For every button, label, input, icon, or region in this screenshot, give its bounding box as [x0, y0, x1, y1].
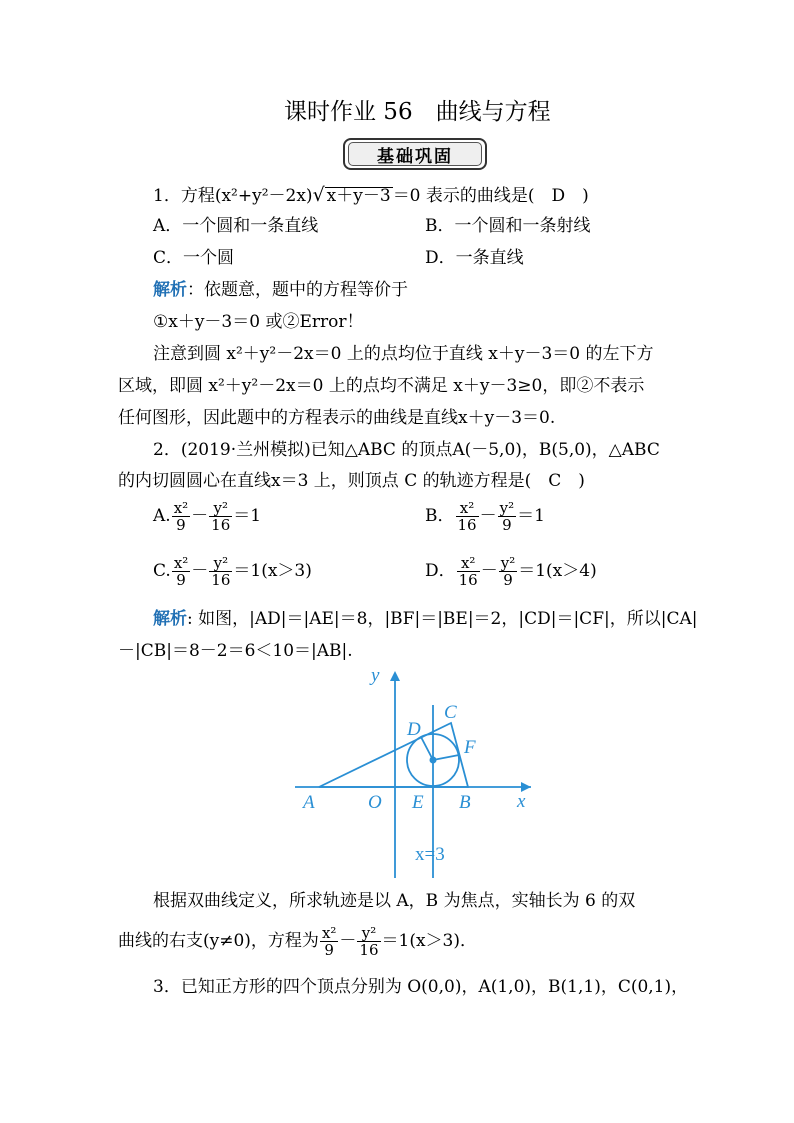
section-badge	[343, 138, 487, 170]
y-axis-arrow-icon	[390, 671, 400, 681]
q1-stem	[153, 185, 589, 206]
fraction	[320, 925, 338, 958]
frac-den: 9	[502, 516, 512, 534]
frac-den: 16	[211, 516, 231, 534]
q3-stem-line1: 3．已知正方形的四个顶点分别为 O(0,0)，A(1,0)，B(1,1)，C(0,1)，	[153, 977, 689, 997]
q2-analysis-line2: －|CB|＝8－2＝6＜10＝|AB|.	[118, 641, 353, 661]
q1-option-c: C．一个圆	[153, 248, 235, 268]
frac-num: x²	[321, 924, 337, 942]
label-x: x	[517, 791, 526, 812]
q2-opt-a-rest: ＝1	[233, 506, 262, 526]
frac-num: y²	[357, 925, 380, 942]
fraction	[357, 925, 380, 958]
q2-opt-c-rest: ＝1(x＞3)	[233, 561, 312, 581]
frac-den: 9	[503, 571, 513, 589]
label-d: D	[407, 719, 421, 740]
page-title: 课时作业 56 曲线与方程	[284, 99, 551, 125]
q2-opt-a-label: A.	[153, 506, 171, 526]
q1-option-b: B．一个圆和一条射线	[425, 216, 591, 236]
q2-option-d	[425, 555, 597, 588]
q2-after-line2	[118, 925, 477, 958]
q2-stem-line2: 的内切圆圆心在直线x＝3 上，则顶点 C 的轨迹方程是( C )	[118, 471, 585, 491]
frac-num: y²	[209, 500, 232, 517]
q2-after-pre: 曲线的右支(y≠0)，方程为	[118, 931, 319, 951]
minus-sign: －	[480, 561, 498, 581]
fraction	[209, 500, 232, 533]
frac-den: 16	[457, 516, 477, 534]
q2-after-line1: 根据双曲线定义，所求轨迹是以 A，B 为焦点，实轴长为 6 的双	[153, 891, 636, 911]
label-f: F	[464, 737, 476, 758]
q2-opt-d-label: D．	[425, 561, 456, 581]
minus-sign: －	[191, 506, 209, 526]
frac-num: x²	[456, 500, 479, 517]
fraction	[499, 555, 518, 588]
label-o: O	[368, 792, 382, 813]
label-line-x3: x=3	[415, 844, 445, 865]
q1-analysis-line3: 注意到圆 x²＋y²－2x＝0 上的点均位于直线 x＋y－3＝0 的左下方	[153, 344, 654, 364]
incircle-figure	[295, 665, 535, 880]
label-e: E	[412, 792, 424, 813]
sqrt-sign-icon: √	[312, 184, 325, 206]
q2-after-post: ＝1(x＞3)．	[381, 931, 477, 951]
incenter-point	[430, 757, 437, 764]
radius-d	[421, 737, 433, 760]
q2-option-b	[425, 500, 545, 533]
fraction	[172, 555, 190, 588]
q1-analysis-line2: ①x＋y－3＝0 或②Error！	[153, 312, 364, 332]
frac-num: y²	[500, 554, 516, 572]
frac-den: 16	[211, 571, 231, 589]
label-y: y	[371, 665, 380, 686]
label-a: A	[303, 792, 315, 813]
q2-opt-b-label: B．	[425, 506, 455, 526]
label-c: C	[444, 702, 457, 723]
frac-num: y²	[499, 499, 515, 517]
q1-option-d: D．一条直线	[425, 248, 524, 268]
q1-option-a: A．一个圆和一条直线	[153, 216, 319, 236]
frac-den: 16	[359, 941, 379, 959]
fraction	[456, 500, 479, 533]
radius-f	[433, 755, 459, 760]
q2-analysis-label: 解析	[153, 609, 187, 629]
frac-num: x²	[457, 555, 480, 572]
frac-den: 9	[176, 571, 186, 589]
q1-sqrt: x＋y－3	[326, 186, 391, 206]
minus-sign: －	[339, 931, 357, 951]
fraction	[457, 555, 480, 588]
minus-sign: －	[191, 561, 209, 581]
fraction	[172, 500, 190, 533]
q1-stem-post: ＝0 表示的曲线是( D )	[392, 186, 589, 206]
q1-analysis-line5: 任何图形，因此题中的方程表示的曲线是直线x＋y－3＝0.	[118, 408, 556, 428]
minus-sign: －	[479, 506, 497, 526]
frac-num: x²	[173, 499, 189, 517]
label-b: B	[459, 792, 471, 813]
fraction	[498, 500, 517, 533]
frac-num: x²	[173, 554, 189, 572]
q2-option-a	[153, 500, 261, 533]
q1-analysis-line4: 区域，即圆 x²＋y²－2x＝0 上的点均不满足 x＋y－3≥0，即②不表示	[118, 376, 645, 396]
triangle-abc	[319, 723, 468, 787]
q2-option-c	[153, 555, 312, 588]
q2-opt-b-rest: ＝1	[517, 506, 545, 526]
q2-analysis-text1: : 如图，|AD|＝|AE|＝8，|BF|＝|BE|＝2，|CD|＝|CF|，所以|CA|	[187, 609, 698, 629]
frac-den: 16	[458, 571, 478, 589]
q2-opt-d-rest: ＝1(x＞4)	[518, 561, 597, 581]
frac-den: 9	[324, 941, 334, 959]
section-badge-label: 基础巩固	[348, 142, 482, 166]
q1-analysis-text1: ：依题意，题中的方程等价于	[187, 280, 408, 300]
q2-analysis-line1	[153, 609, 697, 629]
q1-analysis-line1	[153, 280, 408, 300]
q1-stem-pre: 1．方程(x²+y²－2x)	[153, 186, 313, 206]
frac-num: y²	[209, 555, 232, 572]
q2-opt-c-label: C.	[153, 561, 171, 581]
q1-analysis-label: 解析	[153, 280, 187, 300]
fraction	[209, 555, 232, 588]
q2-stem-line1: 2．(2019·兰州模拟)已知△ABC 的顶点A(－5,0)，B(5,0)，△ABC	[153, 440, 660, 460]
frac-den: 9	[176, 516, 186, 534]
